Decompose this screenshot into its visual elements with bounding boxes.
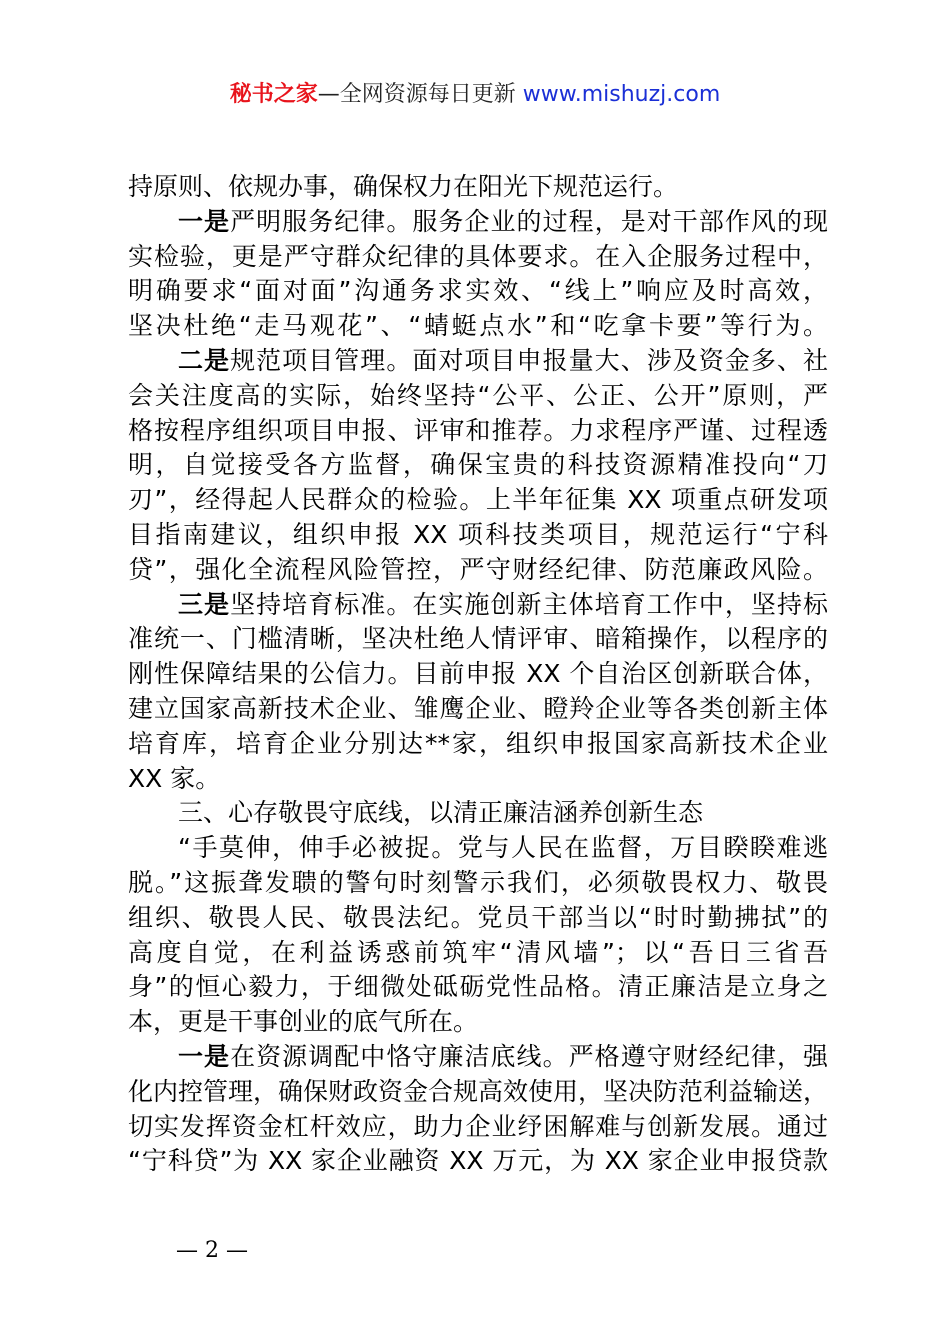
line-text: 三、心存敬畏守底线，以清正廉洁涵养创新生态 (178, 798, 704, 828)
line-text: 贷”，强化全流程风险管控，严守财经纪律、防范廉政风险。 (128, 554, 828, 584)
paragraph-line (128, 901, 828, 936)
line-text: 切实发挥资金杠杆效应，助力企业纾困解难与创新发展。通过 (128, 1111, 828, 1141)
paragraph-line (128, 414, 828, 449)
body-text (128, 170, 828, 1179)
line-text: 坚决杜绝“走马观花”、“蜻蜓点水”和“吃拿卡要”等行为。 (128, 311, 828, 341)
line-text: 脱。”这振聋发聩的警句时刻警示我们，必须敬畏权力、敬畏 (128, 867, 828, 897)
paragraph-lead: 三是 (178, 589, 231, 619)
paragraph-line (128, 240, 828, 275)
banner-slogan: —全网资源每日更新 (317, 82, 523, 107)
paragraph-line (128, 936, 828, 971)
paragraph-line (128, 1075, 828, 1110)
paragraph-line (128, 170, 828, 205)
site-banner (0, 80, 950, 110)
paragraph-lead: 二是 (178, 345, 231, 375)
line-text: 格按程序组织项目申报、评审和推荐。力求程序严谨、过程透 (128, 415, 828, 445)
line-text: 化内控管理，确保财政资金合规高效使用，坚决防范利益输送， (128, 1076, 829, 1106)
line-text: “宁科贷”为 XX 家企业融资 XX 万元，为 XX 家企业申报贷款 (128, 1146, 828, 1176)
paragraph-line (128, 622, 828, 657)
paragraph-line (128, 866, 828, 901)
paragraph-line (128, 379, 828, 414)
line-text: 目指南建议，组织申报 XX 项科技类项目，规范运行“宁科 (128, 519, 828, 549)
line-text: 实检验，更是严守群众纪律的具体要求。在入企服务过程中， (128, 241, 828, 271)
paragraph-line (128, 1040, 828, 1075)
banner-brand: 秘书之家 (229, 82, 318, 107)
line-text: 在资源调配中恪守廉洁底线。严格遵守财经纪律，强 (230, 1041, 828, 1071)
line-text: 身”的恒心毅力，于细微处砥砺党性品格。清正廉洁是立身之 (128, 972, 828, 1002)
line-text: 规范项目管理。面对项目申报量大、涉及资金多、社 (230, 345, 828, 375)
line-text: 严明服务纪律。服务企业的过程，是对干部作风的现 (230, 206, 828, 236)
paragraph-line (128, 727, 828, 762)
banner-url[interactable]: www.mishuzj.com (522, 82, 721, 107)
paragraph-line (128, 831, 828, 866)
paragraph-lead: 一是 (178, 206, 231, 236)
section-heading (128, 796, 828, 831)
page-number: — 2 — (176, 1238, 248, 1263)
line-text: XX 家。 (128, 763, 221, 793)
line-text: 组织、敬畏人民、敬畏法纪。党员干部当以“时时勤拂拭”的 (128, 902, 828, 932)
paragraph-line (128, 692, 828, 727)
line-text: 培育库，培育企业分别达**家，组织申报国家高新技术企业 (128, 728, 828, 758)
paragraph-line (128, 483, 828, 518)
paragraph-line (128, 1144, 828, 1179)
paragraph-line (128, 588, 828, 623)
line-text: 会关注度高的实际，始终坚持“公平、公正、公开”原则，严 (128, 380, 828, 410)
line-text: 明确要求“面对面”沟通务求实效、“线上”响应及时高效， (128, 276, 828, 306)
line-text: 刃”，经得起人民群众的检验。上半年征集 XX 项重点研发项 (128, 485, 828, 515)
line-text: 持原则、依规办事，确保权力在阳光下规范运行。 (128, 172, 679, 201)
paragraph-line (128, 1110, 828, 1145)
paragraph-line (128, 762, 828, 797)
paragraph-line (128, 274, 828, 309)
line-text: 刚性保障结果的公信力。目前申报 XX 个自治区创新联合体， (128, 659, 828, 689)
line-text: “手莫伸，伸手必被捉。党与人民在监督，万目睽睽难逃 (178, 833, 828, 863)
line-text: 明，自觉接受各方监督，确保宝贵的科技资源精准投向“刀 (128, 450, 828, 480)
paragraph-line (128, 657, 828, 692)
paragraph-line (128, 309, 828, 344)
line-text: 高度自觉，在利益诱惑前筑牢“清风墙”；以“吾日三省吾 (128, 937, 828, 967)
paragraph-line (128, 553, 828, 588)
paragraph-line (128, 518, 828, 553)
paragraph-line (128, 1005, 828, 1040)
paragraph-line (128, 448, 828, 483)
paragraph-line (128, 970, 828, 1005)
paragraph-line (128, 205, 828, 240)
paragraph-line (128, 344, 828, 379)
paragraph-lead: 一是 (178, 1041, 231, 1071)
line-text: 建立国家高新技术企业、雏鹰企业、瞪羚企业等各类创新主体 (128, 693, 828, 723)
line-text: 准统一、门槛清晰，坚决杜绝人情评审、暗箱操作，以程序的 (128, 624, 828, 654)
line-text: 本，更是干事创业的底气所在。 (128, 1007, 479, 1037)
line-text: 坚持培育标准。在实施创新主体培育工作中，坚持标 (230, 589, 828, 619)
